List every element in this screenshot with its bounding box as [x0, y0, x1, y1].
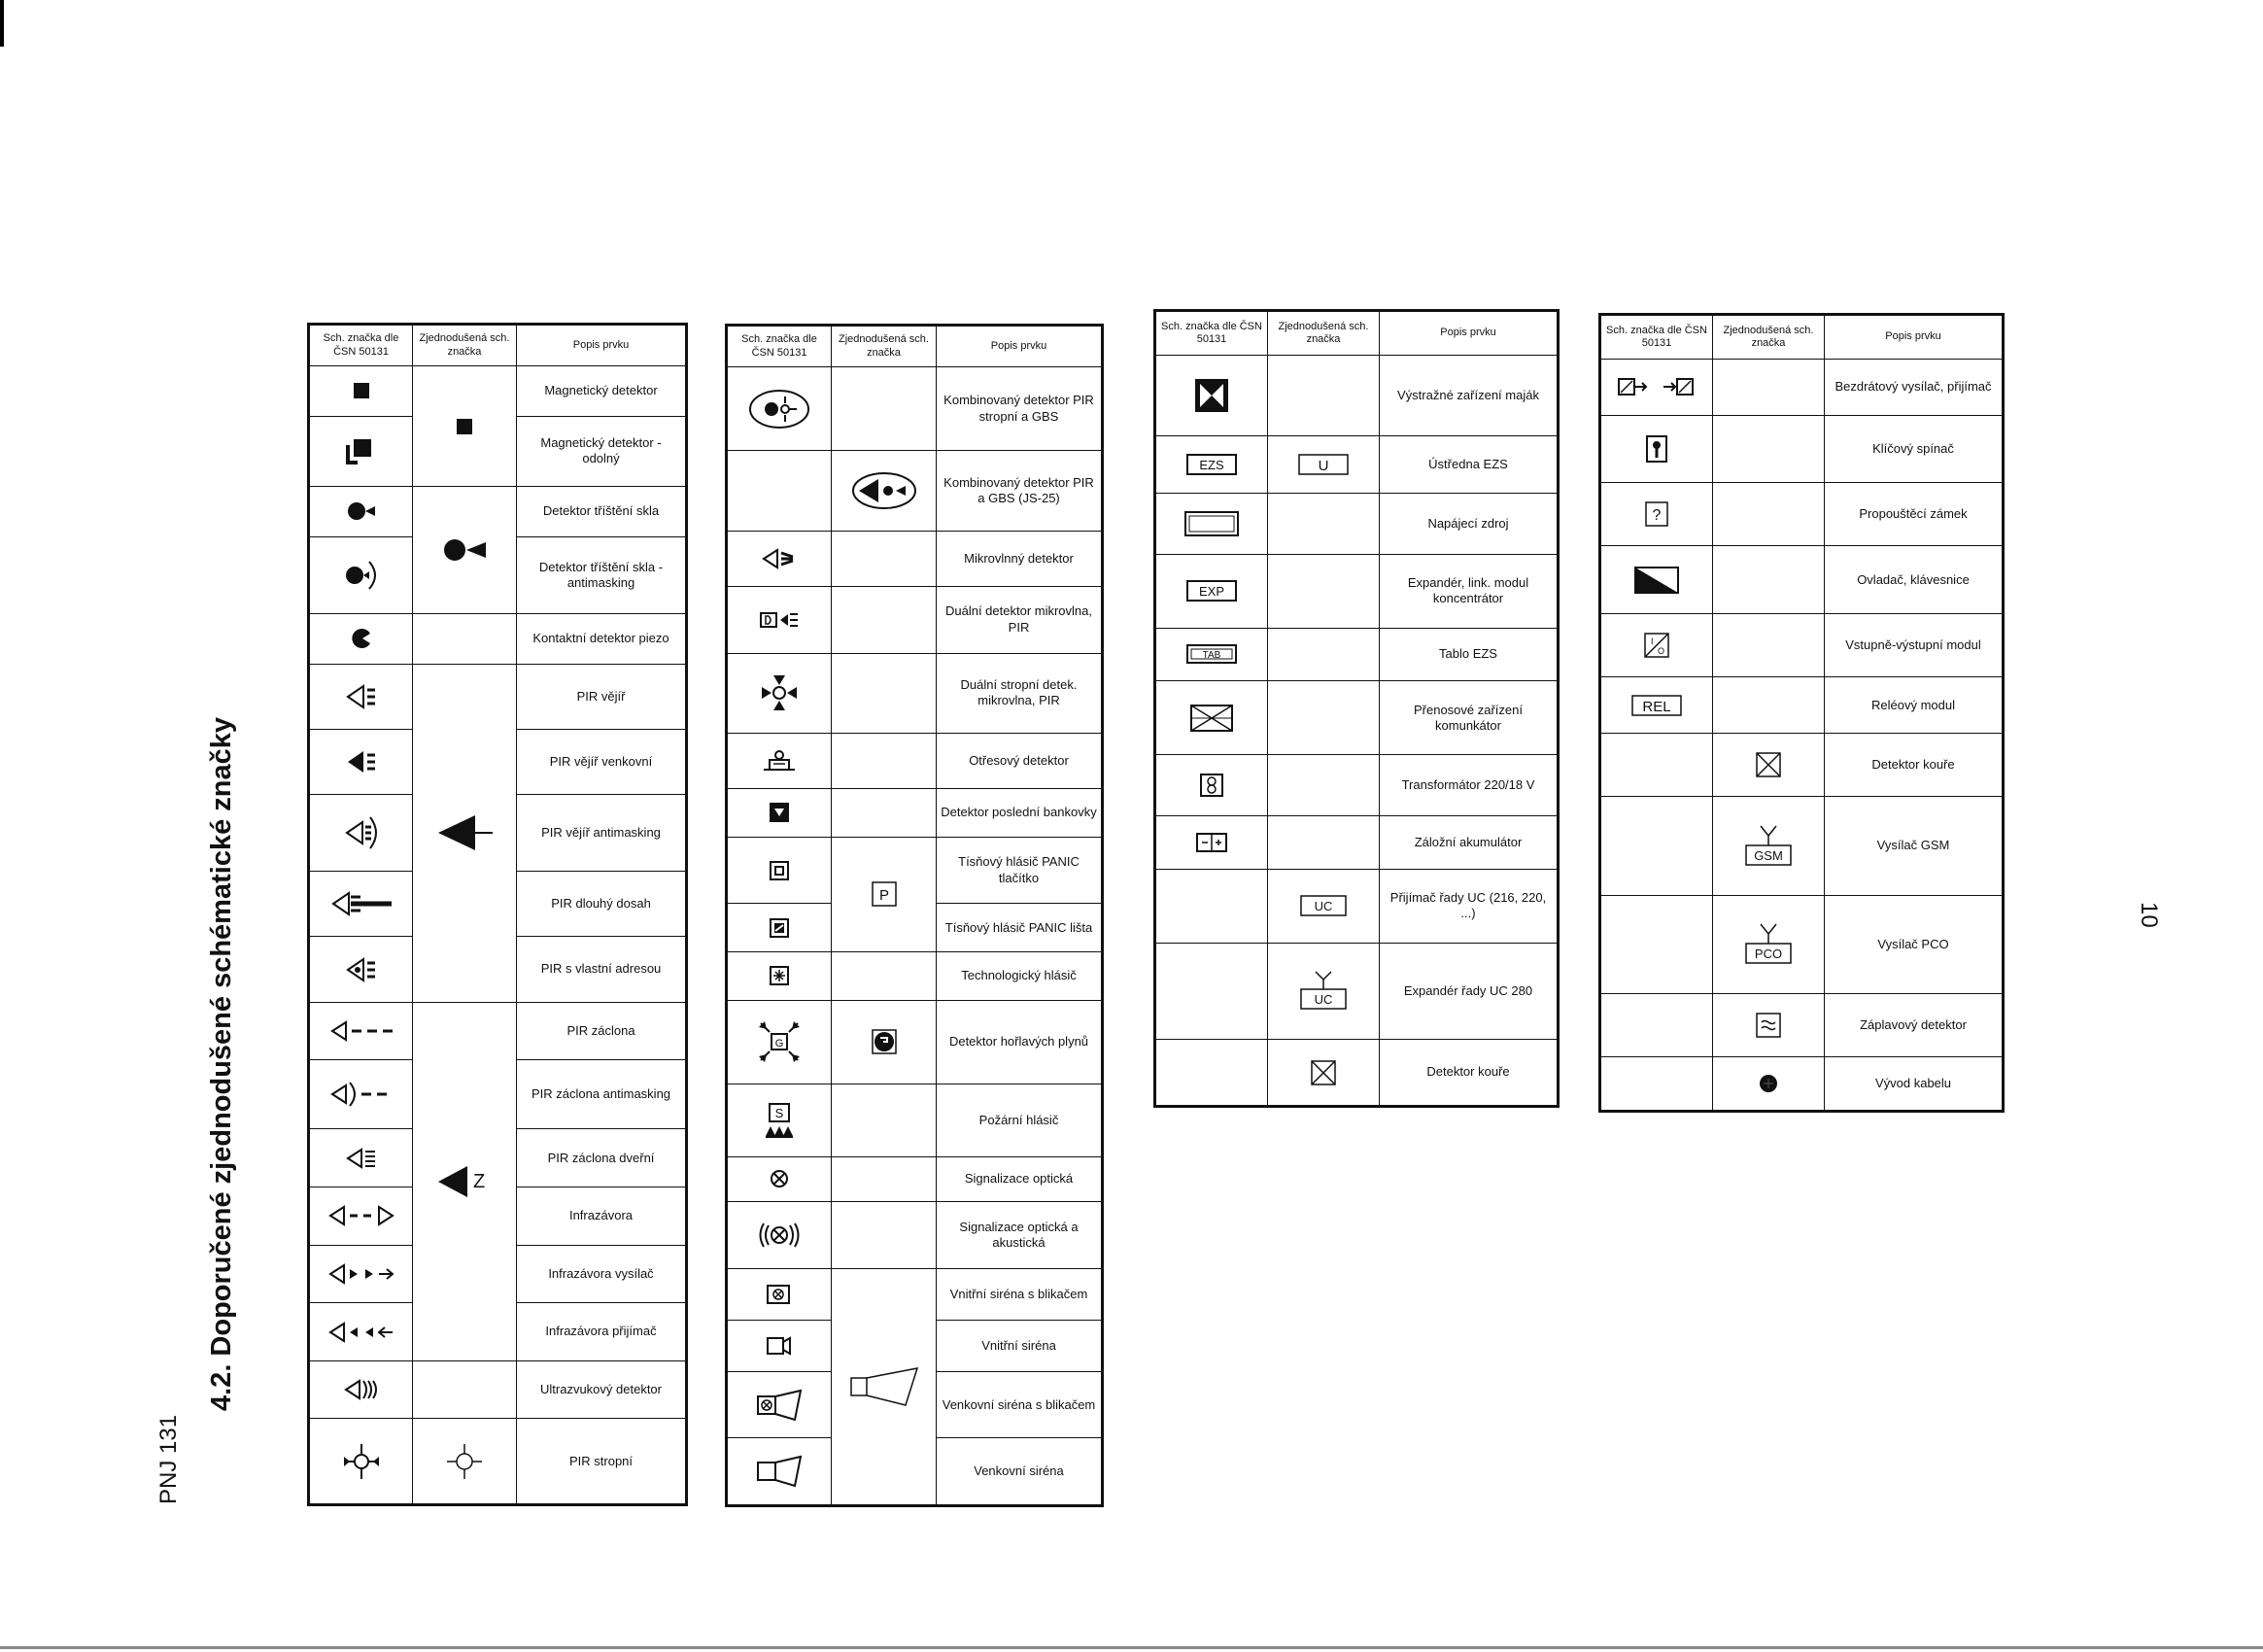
- doc-code: PNJ 131: [155, 1414, 182, 1504]
- optical-acoustic-signal-icon: [755, 1220, 804, 1251]
- symbol-table-1: [307, 323, 688, 1506]
- table-row: [727, 1000, 1103, 1084]
- table-row: [309, 1360, 687, 1419]
- row-description: PIR záclona: [517, 1002, 687, 1060]
- glass-break-simplified-icon: [439, 535, 490, 565]
- row-description: Vnitřní siréna s blikačem: [937, 1268, 1103, 1320]
- keypad-icon: [1631, 564, 1682, 597]
- row-description: Detektor kouře: [1825, 733, 2004, 796]
- smoke-detector-icon: [1753, 749, 1784, 780]
- row-description: Ovladač, klávesnice: [1825, 546, 2004, 613]
- table-row: [1600, 415, 2004, 482]
- row-description: Záplavový detektor: [1825, 993, 2004, 1056]
- table-row: [1600, 546, 2004, 613]
- row-description: Tísňový hlásič PANIC lišta: [937, 904, 1103, 952]
- row-description: Tísňový hlásič PANIC tlačítko: [937, 837, 1103, 904]
- row-description: Bezdrátový vysílač, přijímač: [1825, 360, 2004, 416]
- transformer-icon: [1197, 771, 1226, 800]
- symbol-table-2: [725, 324, 1104, 1507]
- row-description: Vysílač GSM: [1825, 797, 2004, 895]
- row-description: PIR s vlastní adresou: [517, 937, 687, 1002]
- table-row: [727, 653, 1103, 734]
- pir-long-range-icon: [327, 887, 395, 920]
- header-simplified: Zjednodušená sch. značka: [413, 325, 517, 366]
- row-description: PIR vějíř: [517, 664, 687, 729]
- row-description: PIR dlouhý dosah: [517, 872, 687, 937]
- exp-label: EXP: [1198, 584, 1225, 600]
- row-description: Infrazávora vysílač: [517, 1245, 687, 1303]
- row-description: PIR vějíř antimasking: [517, 795, 687, 872]
- curtain-letter: Z: [473, 1170, 486, 1192]
- power-supply-icon: [1183, 509, 1241, 538]
- tab-label: TAB: [1202, 650, 1221, 662]
- pir-curtain-icon: [326, 1016, 396, 1046]
- table-row: [309, 664, 687, 729]
- page-number: 10: [2136, 902, 2162, 928]
- symbol-table-3: [1153, 309, 1560, 1108]
- table-header-row: [309, 325, 687, 366]
- table-row: [1600, 797, 2004, 895]
- indoor-siren-icon: [764, 1332, 795, 1359]
- table-row: [727, 451, 1103, 532]
- header-csn: Sch. značka dle ČSN 50131: [1600, 315, 1713, 360]
- table-row: [727, 789, 1103, 838]
- table-row: [1155, 628, 1559, 681]
- svg-text:S: S: [774, 1105, 784, 1120]
- row-description: Detektor hořlavých plynů: [937, 1000, 1103, 1084]
- table-row: [309, 1002, 687, 1060]
- row-description: Ultrazvukový detektor: [517, 1360, 687, 1419]
- relay-module-icon: [1629, 692, 1684, 719]
- siren-simplified-icon: [845, 1364, 923, 1409]
- svg-text:G: G: [774, 1038, 784, 1050]
- pco-transmitter-icon: [1743, 920, 1794, 969]
- table-row: [1600, 360, 2004, 416]
- row-description: Výstražné zařízení maják: [1380, 356, 1559, 436]
- row-description: Infrazávora přijímač: [517, 1303, 687, 1361]
- row-description: Signalizace optická a akustická: [937, 1201, 1103, 1268]
- warning-beacon-icon: [1192, 376, 1231, 415]
- table-row: [1155, 554, 1559, 628]
- row-description: Kontaktní detektor piezo: [517, 613, 687, 664]
- table-row: [1600, 993, 2004, 1056]
- infrared-transmitter-icon: [325, 1259, 398, 1289]
- uc-label: UC: [1314, 899, 1333, 914]
- glass-break-antimasking-icon: [342, 556, 381, 595]
- combined-ceiling-gbs-icon: [746, 387, 812, 431]
- scan-bottom-edge: [0, 1646, 2263, 1649]
- header-simplified: Zjednodušená sch. značka: [1713, 315, 1825, 360]
- panic-letter: P: [878, 887, 889, 905]
- table-row: [1155, 681, 1559, 755]
- ultrasonic-detector-icon: [340, 1375, 383, 1404]
- row-description: Záložní akumulátor: [1380, 816, 1559, 870]
- table-row: [309, 1419, 687, 1505]
- infrared-receiver-icon: [325, 1318, 398, 1347]
- io-module-icon: [1641, 630, 1672, 661]
- row-description: Vývod kabelu: [1825, 1057, 2004, 1112]
- communicator-icon: [1187, 702, 1236, 735]
- table-row: [727, 531, 1103, 586]
- row-description: Duální stropní detek. mikrovlna, PIR: [937, 653, 1103, 734]
- table-row: [1600, 613, 2004, 676]
- question-label: ?: [1652, 507, 1662, 525]
- battery-icon: [1194, 830, 1229, 855]
- pco-label: PCO: [1754, 946, 1783, 961]
- table-header-row: [1600, 315, 2004, 360]
- row-description: Transformátor 220/18 V: [1380, 755, 1559, 816]
- svg-text:O: O: [1658, 646, 1665, 657]
- release-lock-icon: [1642, 499, 1671, 530]
- row-description: PIR záclona dveřní: [517, 1129, 687, 1187]
- microwave-detector-icon: [758, 544, 801, 573]
- row-description: Detektor tříštění skla: [517, 487, 687, 537]
- smoke-detector-icon: [1308, 1057, 1339, 1088]
- fire-detector-icon: [762, 1101, 797, 1140]
- table-row: [1155, 943, 1559, 1039]
- row-description: Kombinovaný detektor PIR a GBS (JS-25): [937, 451, 1103, 532]
- outdoor-siren-flasher-icon: [754, 1388, 805, 1423]
- header-description: Popis prvku: [937, 326, 1103, 367]
- pir-simplified-icon: [432, 811, 497, 854]
- header-description: Popis prvku: [517, 325, 687, 366]
- last-banknote-icon: [767, 800, 792, 825]
- pir-curtain-door-icon: [342, 1144, 381, 1173]
- table-row: [1155, 493, 1559, 554]
- row-description: Vnitřní siréna: [937, 1320, 1103, 1371]
- wireless-tx-rx-icon: [1615, 373, 1698, 400]
- magnetic-detector-icon: [349, 378, 374, 403]
- row-description: Magnetický detektor - odolný: [517, 416, 687, 486]
- row-description: Mikrovlnný detektor: [937, 531, 1103, 586]
- control-panel-icon: [1184, 451, 1239, 478]
- uc-receiver-icon: [1298, 892, 1349, 919]
- dual-detector-icon: [757, 605, 802, 635]
- row-description: Detektor poslední bankovky: [937, 789, 1103, 838]
- row-description: Expandér řady UC 280: [1380, 943, 1559, 1039]
- table-row: [727, 1084, 1103, 1156]
- table-row: [1155, 1040, 1559, 1107]
- pir-fan-outdoor-icon: [342, 745, 381, 778]
- table-row: [1600, 677, 2004, 734]
- indoor-siren-flasher-icon: [764, 1281, 795, 1308]
- pir-ceiling-icon: [340, 1440, 383, 1483]
- tablo-icon: [1184, 641, 1239, 667]
- dual-ceiling-detector-icon: [758, 671, 801, 714]
- row-description: Reléový modul: [1825, 677, 2004, 734]
- header-simplified: Zjednodušená sch. značka: [832, 326, 937, 367]
- table-row: [1155, 816, 1559, 870]
- scan-edge-mark: [0, 0, 4, 47]
- rel-label: REL: [1642, 698, 1671, 715]
- table-row: [727, 1157, 1103, 1202]
- header-csn: Sch. značka dle ČSN 50131: [309, 325, 413, 366]
- glass-break-icon: [344, 499, 379, 524]
- row-description: Signalizace optická: [937, 1157, 1103, 1202]
- flood-detector-icon: [1753, 1010, 1784, 1041]
- pir-ceiling-simplified-icon: [443, 1440, 486, 1483]
- table-row: [309, 366, 687, 417]
- row-description: Venkovní siréna s blikačem: [937, 1372, 1103, 1438]
- table-row: [727, 367, 1103, 451]
- gsm-transmitter-icon: [1743, 822, 1794, 871]
- row-description: Infrazávora: [517, 1187, 687, 1246]
- table-row: [1600, 733, 2004, 796]
- row-description: Přenosové zařízení komunkátor: [1380, 681, 1559, 755]
- gsm-label: GSM: [1754, 847, 1783, 863]
- pir-curtain-antimasking-icon: [326, 1077, 396, 1112]
- row-description: Technologický hlásič: [937, 951, 1103, 1000]
- row-description: Detektor tříštění skla - antimasking: [517, 536, 687, 613]
- header-csn: Sch. značka dle ČSN 50131: [1155, 311, 1268, 356]
- combined-pir-gbs-icon: [849, 469, 919, 512]
- table-row: [727, 951, 1103, 1000]
- pir-fan-antimasking-icon: [341, 813, 382, 852]
- row-description: Ústředna EZS: [1380, 436, 1559, 494]
- control-panel-simplified-icon: [1296, 451, 1351, 478]
- infrared-barrier-icon: [325, 1201, 398, 1230]
- header-description: Popis prvku: [1825, 315, 2004, 360]
- magnetic-simplified-icon: [452, 414, 477, 439]
- row-description: Duální detektor mikrovlna, PIR: [937, 586, 1103, 653]
- key-switch-icon: [1643, 432, 1670, 465]
- row-description: PIR záclona antimasking: [517, 1060, 687, 1129]
- row-description: Magnetický detektor: [517, 366, 687, 417]
- table-row: [1155, 755, 1559, 816]
- row-description: Otřesový detektor: [937, 734, 1103, 789]
- gas-simplified-icon: [870, 1027, 899, 1056]
- panic-simplified-icon: [870, 879, 899, 909]
- table-row: [1155, 356, 1559, 436]
- ezs-label: EZS: [1199, 457, 1224, 472]
- symbol-table-4: [1598, 313, 2005, 1113]
- row-description: Přijímač řady UC (216, 220, ...): [1380, 869, 1559, 943]
- panic-bar-icon: [767, 915, 792, 941]
- technology-detector-icon: [767, 963, 792, 988]
- uc-label: UC: [1314, 991, 1333, 1007]
- table-row: [1600, 1057, 2004, 1112]
- header-description: Popis prvku: [1380, 311, 1559, 356]
- table-row: [1155, 869, 1559, 943]
- u-label: U: [1318, 457, 1329, 474]
- row-description: Vstupně-výstupní modul: [1825, 613, 2004, 676]
- gas-detector-icon: [757, 1019, 802, 1064]
- table-row: [727, 1268, 1103, 1320]
- shock-detector-icon: [760, 746, 799, 775]
- curtain-simplified-icon: [434, 1162, 495, 1201]
- panic-button-icon: [767, 858, 792, 883]
- table-row: [309, 487, 687, 537]
- table-header-row: [727, 326, 1103, 367]
- table-row: [1600, 483, 2004, 546]
- header-csn: Sch. značka dle ČSN 50131: [727, 326, 832, 367]
- row-description: Požární hlásič: [937, 1084, 1103, 1156]
- table-row: [1600, 895, 2004, 993]
- row-description: Napájecí zdroj: [1380, 493, 1559, 554]
- uc-expander-icon: [1298, 968, 1349, 1015]
- row-description: Propouštěcí zámek: [1825, 483, 2004, 546]
- expander-icon: [1184, 577, 1239, 604]
- optical-signal-icon: [768, 1167, 791, 1190]
- table-row: [1155, 436, 1559, 494]
- outdoor-siren-icon: [754, 1454, 805, 1489]
- row-description: PIR vějíř venkovní: [517, 729, 687, 794]
- row-description: Expandér, link. modul koncentrátor: [1380, 554, 1559, 628]
- row-description: Kombinovaný detektor PIR stropní a GBS: [937, 367, 1103, 451]
- table-row: [727, 1201, 1103, 1268]
- table-row: [727, 734, 1103, 789]
- pir-fan-icon: [342, 680, 381, 713]
- piezo-detector-icon: [349, 626, 374, 651]
- row-description: Vysílač PCO: [1825, 895, 2004, 993]
- row-description: PIR stropní: [517, 1419, 687, 1505]
- table-header-row: [1155, 311, 1559, 356]
- row-description: Klíčový spínač: [1825, 415, 2004, 482]
- section-title: 4.2. Doporučené zjednodušené schématické značky: [206, 717, 237, 1411]
- table-row: [727, 837, 1103, 904]
- pir-addressable-icon: [342, 953, 381, 986]
- row-description: Venkovní siréna: [937, 1438, 1103, 1506]
- cable-outlet-icon: [1756, 1071, 1781, 1096]
- header-simplified: Zjednodušená sch. značka: [1268, 311, 1380, 356]
- table-row: [309, 613, 687, 664]
- magnetic-robust-icon: [344, 435, 379, 466]
- table-row: [727, 586, 1103, 653]
- row-description: Tablo EZS: [1380, 628, 1559, 681]
- row-description: Detektor kouře: [1380, 1040, 1559, 1107]
- svg-text:I: I: [1651, 637, 1654, 647]
